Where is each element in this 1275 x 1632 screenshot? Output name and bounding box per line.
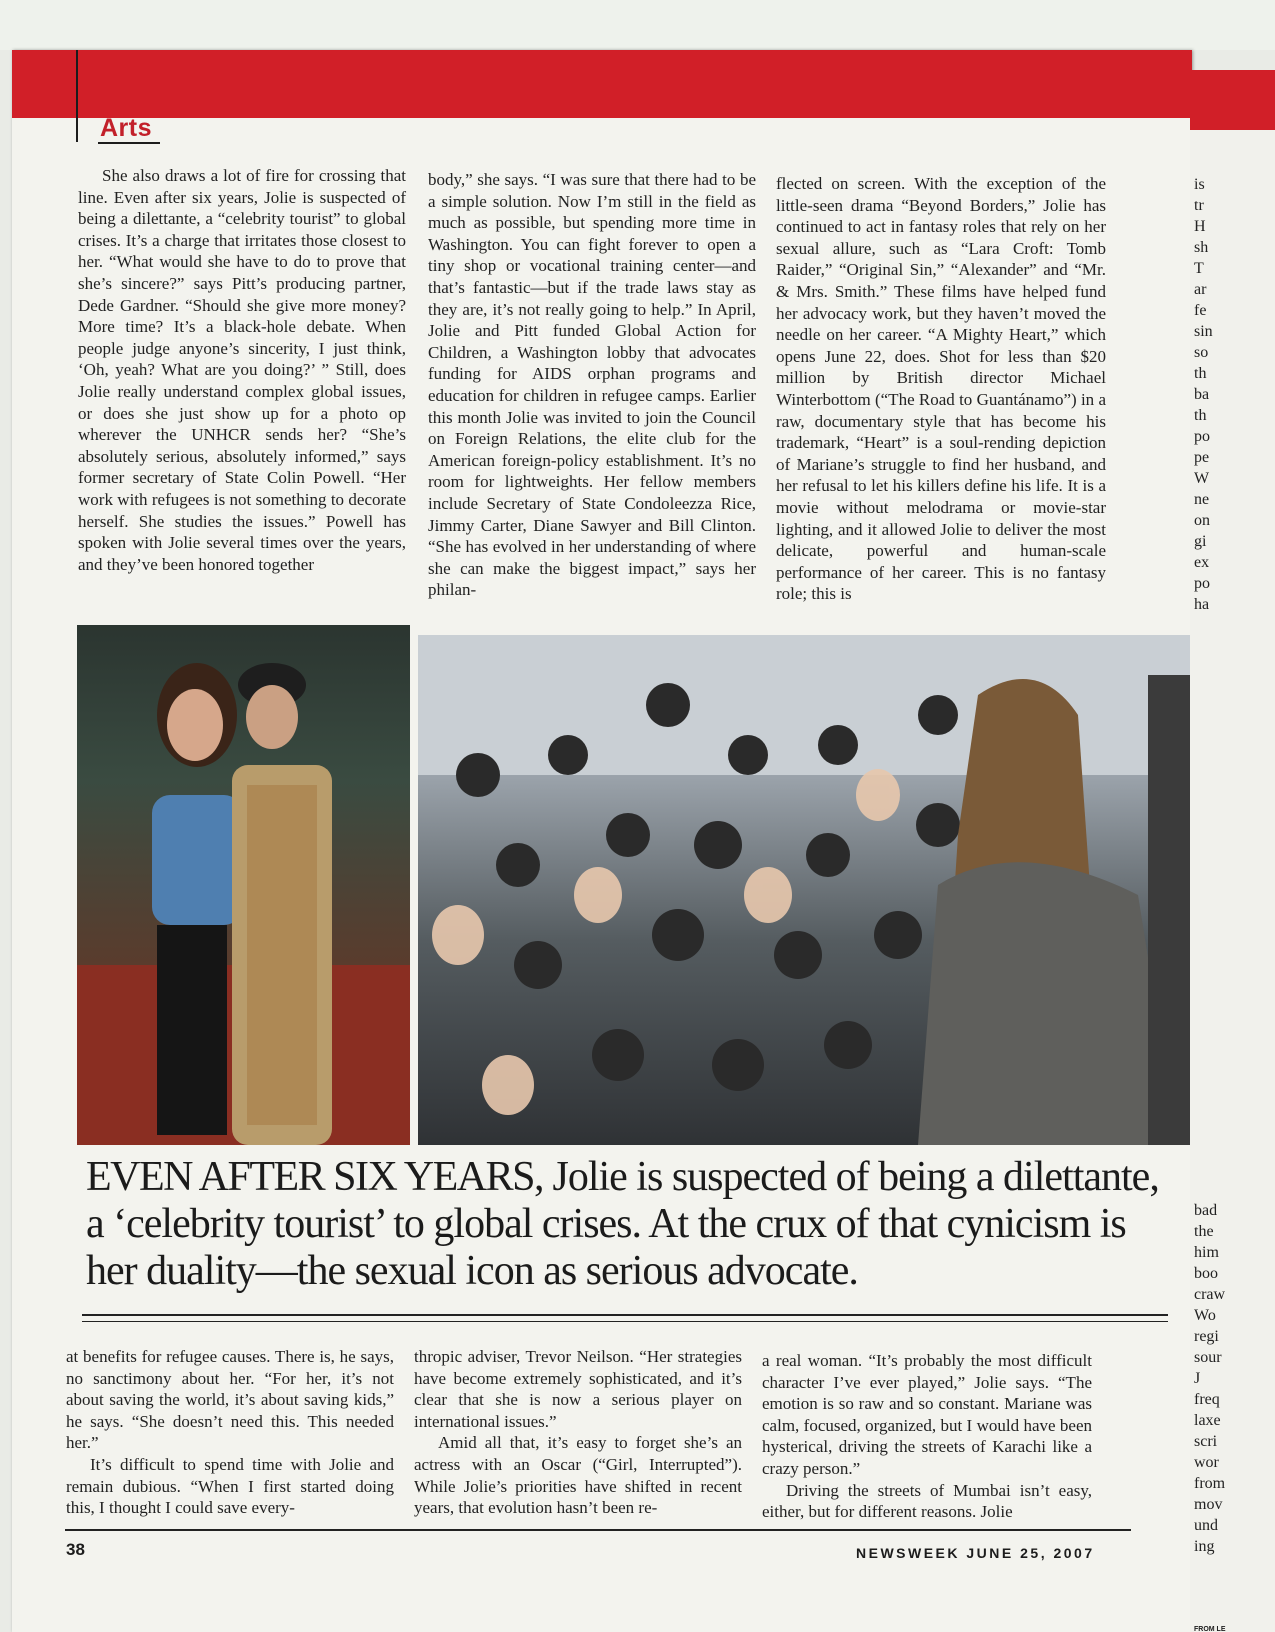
adjacent-text-line: tr xyxy=(1194,197,1204,214)
photo-couple-illustration xyxy=(77,625,410,1145)
adjacent-text-line: sin xyxy=(1194,323,1213,340)
photo-paparazzi-crowd xyxy=(418,635,1203,1145)
adjacent-text-line: mov xyxy=(1194,1496,1223,1513)
paragraph: body,” she says. “I was sure that there had to be a simple solution. Now I’m still in the field as much as possible, but spending more time in Washington. You can fight forever to open a tiny shop or vocational training center—and that’s fantastic—but if the trade laws stay as they are, it’s not really going to help.” In April, Jolie and Pitt funded Global Action for Children, a Washington lobby that advocates funding for AIDS orphan programs and education for children in refugee camps. Earlier this month Jolie was invited to join the Council on Foreign Relations, the elite club for the American foreign-policy establishment. It’s no room for lightweights. Her fellow members include Secretary of State Condoleezza Rice, Jimmy Carter, Diane Sawyer and Bill Clinton. “She has evolved in her understanding of where she can make the biggest impact,” says her philan- xyxy=(428,170,756,600)
adjacent-text-line: freq xyxy=(1194,1391,1220,1408)
adjacent-text-line: ne xyxy=(1194,491,1210,508)
pull-quote xyxy=(86,1154,1166,1295)
adjacent-page-edge xyxy=(1190,70,1275,1632)
adjacent-red-band xyxy=(1190,70,1275,130)
adjacent-text-line: so xyxy=(1194,344,1209,361)
adjacent-text-line: wor xyxy=(1194,1454,1219,1471)
adjacent-text-line: ex xyxy=(1194,554,1210,571)
paragraph: thropic adviser, Trevor Neilson. “Her strategies have become extremely sophisticated, and it’s clear that she is now a serious player on international issues.” xyxy=(414,1347,742,1431)
section-rule xyxy=(76,50,78,142)
adjacent-text-line: Wo xyxy=(1194,1307,1216,1324)
photo-jolie-and-thornton xyxy=(77,625,410,1145)
adjacent-text-line: po xyxy=(1194,428,1210,445)
adjacent-text-line: ba xyxy=(1194,386,1210,403)
bottom-column-2 xyxy=(414,1346,742,1519)
adjacent-text-line: ar xyxy=(1194,281,1207,298)
paragraph: Driving the streets of Mumbai isn’t easy, either, but for different reasons. Jolie xyxy=(762,1480,1092,1522)
footer-rule xyxy=(65,1529,1131,1531)
adjacent-text-line: W xyxy=(1194,470,1210,487)
adjacent-text-line: pe xyxy=(1194,449,1210,466)
adjacent-text-line: J xyxy=(1194,1370,1201,1387)
paragraph: It’s difficult to spend time with Jolie and remain dubious. “When I first started doing this, I thought I could save every- xyxy=(66,1454,394,1518)
adjacent-text-line: craw xyxy=(1194,1286,1226,1303)
adjacent-text-line: is xyxy=(1194,176,1205,193)
adjacent-text-line: th xyxy=(1194,365,1207,382)
adjacent-text-line: po xyxy=(1194,575,1210,592)
adjacent-text-line: on xyxy=(1194,512,1210,529)
adjacent-photo-credit: FROM LE xyxy=(1194,1626,1226,1632)
bottom-column-3 xyxy=(762,1350,1092,1523)
magazine-page xyxy=(12,50,1192,1632)
adjacent-text-line: boo xyxy=(1194,1265,1218,1282)
paragraph: She also draws a lot of fire for crossing that line. Even after six years, Jolie is suspected of being a dilettante, a “celebrity tourist” to global crises. It’s a charge that irritates those closest to her. “What would she have to do to prove that she’s sincere?” says Pitt’s producing partner, Dede Gardner. “Should she give more money? More time? It’s a black-hole debate. When people judge anyone’s sincerity, I just think, ‘Oh, yeah? What are you doing?’ ” Still, does Jolie really understand complex global issues, or does she just show up for a photo op wherever the UNHCR sends her? “She’s absolutely serious, absolutely informed,” says former secretary of State Colin Powell. “Her work with refugees is not something to decorate herself. She studies the issues.” Powell has spoken with Jolie several times over the years, and they’ve been honored together xyxy=(78,166,406,574)
adjacent-text-line: ha xyxy=(1194,596,1210,613)
page-number: 38 xyxy=(66,1540,85,1559)
pull-quote-rule xyxy=(82,1314,1168,1322)
adjacent-text-line: the xyxy=(1194,1223,1214,1240)
adjacent-text-line: T xyxy=(1194,260,1204,277)
pull-quote-lead: EVEN AFTER SIX YEARS, xyxy=(86,1154,543,1200)
adjacent-text-line: sh xyxy=(1194,239,1209,256)
adjacent-text-line: H xyxy=(1194,218,1206,235)
adjacent-text-line: scri xyxy=(1194,1433,1218,1450)
adjacent-text-line: regi xyxy=(1194,1328,1219,1345)
top-column-2 xyxy=(428,169,756,601)
adjacent-text-line: ing xyxy=(1194,1538,1215,1555)
pull-quote-text: Jolie is suspected of being a dilettante, a ‘celebrity tourist’ to global crises. At the crux of that cynicism is her duality—the sexual icon as serious advocate. xyxy=(86,1154,1159,1294)
header-red-band xyxy=(12,50,1192,118)
paragraph: Amid all that, it’s easy to forget she’s an actress with an Oscar (“Girl, Interrupted”). While Jolie’s priorities have shifted in recent years, that evolution hasn’t been re- xyxy=(414,1433,742,1518)
adjacent-text-top xyxy=(1194,174,1213,615)
adjacent-text-line: him xyxy=(1194,1244,1219,1261)
section-label: Arts xyxy=(98,114,160,144)
adjacent-text-line: fe xyxy=(1194,302,1207,319)
footer-masthead: NEWSWEEK JUNE 25, 2007 xyxy=(856,1545,1095,1561)
top-column-3 xyxy=(776,173,1106,605)
adjacent-text-line: from xyxy=(1194,1475,1226,1492)
adjacent-text-line: th xyxy=(1194,407,1207,424)
adjacent-text-line: und xyxy=(1194,1517,1218,1534)
bottom-column-1 xyxy=(66,1346,394,1519)
photo-photographers-illustration xyxy=(418,635,1203,1145)
scan-background xyxy=(0,0,1275,50)
adjacent-text-line: bad xyxy=(1194,1202,1218,1219)
adjacent-text-line: gi xyxy=(1194,533,1207,550)
top-column-1 xyxy=(78,165,406,575)
paragraph: at benefits for refugee causes. There is, he says, no sanctimony about her. “For her, it’s not about saving the world, it’s about saving kids,” he says. “She doesn’t need this. This needed her.” xyxy=(66,1347,394,1453)
adjacent-text-line: laxe xyxy=(1194,1412,1221,1429)
paragraph: flected on screen. With the exception of the little-seen drama “Beyond Borders,” Jolie has continued to act in fantasy roles that rely on her sexual allure, such as “Lara Croft: Tomb Raider,” “Original Sin,” “Alexander” and “Mr. & Mrs. Smith.” These films have helped fund her advocacy work, but they haven’t moved the needle on her career. “A Mighty Heart,” which opens June 22, does. Shot for less than $20 million by British director Michael Winterbottom (“The Road to Guantánamo”) in a raw, documentary style that has become his trademark, “Heart” is a soul-rending depiction of Mariane’s struggle to find her husband, and her refusal to let his killers define his life. It is a movie without melodrama or movie-star lighting, and it allowed Jolie to deliver the most delicate, powerful and human-scale performance of her career. This is no fantasy role; this is xyxy=(776,174,1106,604)
adjacent-text-line: sour xyxy=(1194,1349,1222,1366)
adjacent-text-bottom xyxy=(1194,1200,1225,1557)
paragraph: a real woman. “It’s probably the most difficult character I’ve ever played,” Jolie says. “The emotion is so raw and so constant. Mariane was calm, focused, organized, but I would have been hysterical, driving the streets of Karachi like a crazy person.” xyxy=(762,1351,1092,1478)
